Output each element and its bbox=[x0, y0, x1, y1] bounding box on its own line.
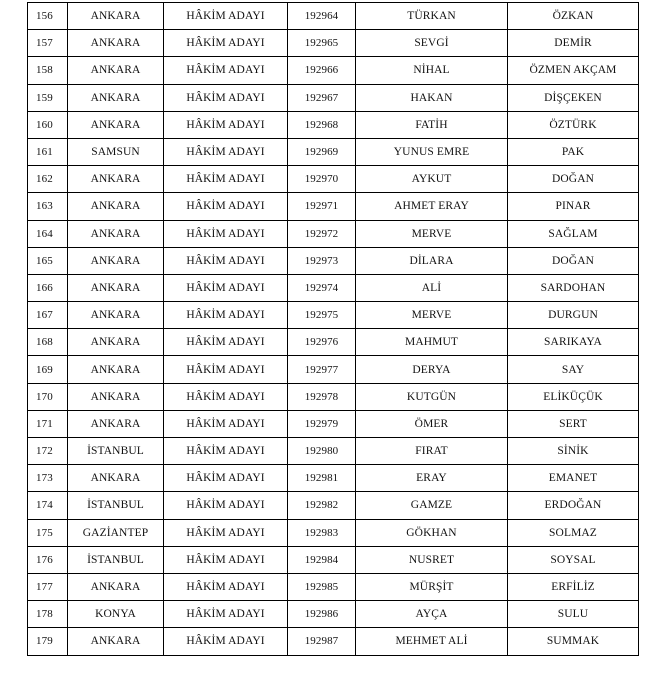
registration-number-cell: 192970 bbox=[288, 166, 356, 193]
title-cell: HÂKİM ADAYI bbox=[164, 383, 288, 410]
registration-number-cell: 192978 bbox=[288, 383, 356, 410]
first-name-cell: AYKUT bbox=[356, 166, 508, 193]
city-cell: ANKARA bbox=[68, 274, 164, 301]
surname-cell: DİŞÇEKEN bbox=[508, 84, 639, 111]
surname-cell: DEMİR bbox=[508, 30, 639, 57]
surname-cell: SULU bbox=[508, 601, 639, 628]
table-row bbox=[28, 329, 639, 356]
surname-cell: SAĞLAM bbox=[508, 220, 639, 247]
city-cell: SAMSUN bbox=[68, 138, 164, 165]
registration-number-cell: 192969 bbox=[288, 138, 356, 165]
first-name-cell: TÜRKAN bbox=[356, 3, 508, 30]
title-cell: HÂKİM ADAYI bbox=[164, 193, 288, 220]
title-cell: HÂKİM ADAYI bbox=[164, 138, 288, 165]
city-cell: ANKARA bbox=[68, 84, 164, 111]
city-cell: ANKARA bbox=[68, 30, 164, 57]
first-name-cell: HAKAN bbox=[356, 84, 508, 111]
table-row bbox=[28, 383, 639, 410]
registration-number-cell: 192983 bbox=[288, 519, 356, 546]
title-cell: HÂKİM ADAYI bbox=[164, 30, 288, 57]
title-cell: HÂKİM ADAYI bbox=[164, 302, 288, 329]
surname-cell: SOYSAL bbox=[508, 546, 639, 573]
table-row bbox=[28, 3, 639, 30]
registration-number-cell: 192985 bbox=[288, 573, 356, 600]
surname-cell: ELİKÜÇÜK bbox=[508, 383, 639, 410]
surname-cell: SAY bbox=[508, 356, 639, 383]
title-cell: HÂKİM ADAYI bbox=[164, 573, 288, 600]
first-name-cell: MAHMUT bbox=[356, 329, 508, 356]
row-number-cell: 164 bbox=[28, 220, 68, 247]
title-cell: HÂKİM ADAYI bbox=[164, 438, 288, 465]
registration-number-cell: 192977 bbox=[288, 356, 356, 383]
surname-cell: SUMMAK bbox=[508, 628, 639, 655]
registration-number-cell: 192975 bbox=[288, 302, 356, 329]
title-cell: HÂKİM ADAYI bbox=[164, 356, 288, 383]
title-cell: HÂKİM ADAYI bbox=[164, 274, 288, 301]
row-number-cell: 177 bbox=[28, 573, 68, 600]
row-number-cell: 179 bbox=[28, 628, 68, 655]
city-cell: ANKARA bbox=[68, 573, 164, 600]
table-row bbox=[28, 302, 639, 329]
table-row bbox=[28, 546, 639, 573]
city-cell: İSTANBUL bbox=[68, 492, 164, 519]
registration-number-cell: 192972 bbox=[288, 220, 356, 247]
registration-number-cell: 192971 bbox=[288, 193, 356, 220]
surname-cell: SİNİK bbox=[508, 438, 639, 465]
table-row bbox=[28, 492, 639, 519]
registration-number-cell: 192986 bbox=[288, 601, 356, 628]
registration-number-cell: 192979 bbox=[288, 410, 356, 437]
first-name-cell: DERYA bbox=[356, 356, 508, 383]
table-row bbox=[28, 57, 639, 84]
table-row bbox=[28, 111, 639, 138]
title-cell: HÂKİM ADAYI bbox=[164, 410, 288, 437]
surname-cell: PINAR bbox=[508, 193, 639, 220]
surname-cell: SOLMAZ bbox=[508, 519, 639, 546]
title-cell: HÂKİM ADAYI bbox=[164, 3, 288, 30]
city-cell: ANKARA bbox=[68, 3, 164, 30]
first-name-cell: KUTGÜN bbox=[356, 383, 508, 410]
registration-number-cell: 192987 bbox=[288, 628, 356, 655]
table-row bbox=[28, 573, 639, 600]
surname-cell: PAK bbox=[508, 138, 639, 165]
first-name-cell: YUNUS EMRE bbox=[356, 138, 508, 165]
surname-cell: ÖZTÜRK bbox=[508, 111, 639, 138]
surname-cell: ÖZMEN AKÇAM bbox=[508, 57, 639, 84]
surname-cell: EMANET bbox=[508, 465, 639, 492]
table-row bbox=[28, 601, 639, 628]
surname-cell: SERT bbox=[508, 410, 639, 437]
registration-number-cell: 192974 bbox=[288, 274, 356, 301]
row-number-cell: 167 bbox=[28, 302, 68, 329]
table-row bbox=[28, 519, 639, 546]
table-row bbox=[28, 628, 639, 655]
title-cell: HÂKİM ADAYI bbox=[164, 628, 288, 655]
city-cell: ANKARA bbox=[68, 247, 164, 274]
registration-number-cell: 192968 bbox=[288, 111, 356, 138]
city-cell: ANKARA bbox=[68, 57, 164, 84]
city-cell: ANKARA bbox=[68, 329, 164, 356]
surname-cell: ERDOĞAN bbox=[508, 492, 639, 519]
registration-number-cell: 192973 bbox=[288, 247, 356, 274]
city-cell: ANKARA bbox=[68, 383, 164, 410]
table-row bbox=[28, 220, 639, 247]
first-name-cell: ALİ bbox=[356, 274, 508, 301]
table-row bbox=[28, 274, 639, 301]
table-row bbox=[28, 138, 639, 165]
row-number-cell: 165 bbox=[28, 247, 68, 274]
candidate-list-body bbox=[28, 3, 639, 656]
city-cell: ANKARA bbox=[68, 410, 164, 437]
first-name-cell: SEVGİ bbox=[356, 30, 508, 57]
title-cell: HÂKİM ADAYI bbox=[164, 247, 288, 274]
city-cell: ANKARA bbox=[68, 628, 164, 655]
first-name-cell: MÜRŞİT bbox=[356, 573, 508, 600]
title-cell: HÂKİM ADAYI bbox=[164, 84, 288, 111]
first-name-cell: AYÇA bbox=[356, 601, 508, 628]
surname-cell: SARDOHAN bbox=[508, 274, 639, 301]
first-name-cell: NİHAL bbox=[356, 57, 508, 84]
row-number-cell: 159 bbox=[28, 84, 68, 111]
registration-number-cell: 192966 bbox=[288, 57, 356, 84]
surname-cell: DOĞAN bbox=[508, 166, 639, 193]
row-number-cell: 162 bbox=[28, 166, 68, 193]
title-cell: HÂKİM ADAYI bbox=[164, 492, 288, 519]
surname-cell: SARIKAYA bbox=[508, 329, 639, 356]
row-number-cell: 172 bbox=[28, 438, 68, 465]
city-cell: KONYA bbox=[68, 601, 164, 628]
first-name-cell: MERVE bbox=[356, 302, 508, 329]
registration-number-cell: 192964 bbox=[288, 3, 356, 30]
first-name-cell: FATİH bbox=[356, 111, 508, 138]
registration-number-cell: 192982 bbox=[288, 492, 356, 519]
row-number-cell: 157 bbox=[28, 30, 68, 57]
row-number-cell: 175 bbox=[28, 519, 68, 546]
first-name-cell: GÖKHAN bbox=[356, 519, 508, 546]
registration-number-cell: 192965 bbox=[288, 30, 356, 57]
city-cell: İSTANBUL bbox=[68, 438, 164, 465]
city-cell: ANKARA bbox=[68, 302, 164, 329]
surname-cell: ÖZKAN bbox=[508, 3, 639, 30]
first-name-cell: GAMZE bbox=[356, 492, 508, 519]
table-row bbox=[28, 84, 639, 111]
table-row bbox=[28, 30, 639, 57]
first-name-cell: ÖMER bbox=[356, 410, 508, 437]
registration-number-cell: 192984 bbox=[288, 546, 356, 573]
first-name-cell: DİLARA bbox=[356, 247, 508, 274]
title-cell: HÂKİM ADAYI bbox=[164, 601, 288, 628]
first-name-cell: NUSRET bbox=[356, 546, 508, 573]
registration-number-cell: 192967 bbox=[288, 84, 356, 111]
title-cell: HÂKİM ADAYI bbox=[164, 465, 288, 492]
city-cell: ANKARA bbox=[68, 465, 164, 492]
surname-cell: DURGUN bbox=[508, 302, 639, 329]
row-number-cell: 170 bbox=[28, 383, 68, 410]
table-row bbox=[28, 356, 639, 383]
city-cell: İSTANBUL bbox=[68, 546, 164, 573]
table-row bbox=[28, 410, 639, 437]
registration-number-cell: 192980 bbox=[288, 438, 356, 465]
row-number-cell: 160 bbox=[28, 111, 68, 138]
row-number-cell: 174 bbox=[28, 492, 68, 519]
city-cell: GAZİANTEP bbox=[68, 519, 164, 546]
row-number-cell: 158 bbox=[28, 57, 68, 84]
row-number-cell: 173 bbox=[28, 465, 68, 492]
title-cell: HÂKİM ADAYI bbox=[164, 329, 288, 356]
first-name-cell: MERVE bbox=[356, 220, 508, 247]
title-cell: HÂKİM ADAYI bbox=[164, 519, 288, 546]
row-number-cell: 178 bbox=[28, 601, 68, 628]
title-cell: HÂKİM ADAYI bbox=[164, 546, 288, 573]
row-number-cell: 161 bbox=[28, 138, 68, 165]
first-name-cell: FIRAT bbox=[356, 438, 508, 465]
title-cell: HÂKİM ADAYI bbox=[164, 220, 288, 247]
first-name-cell: AHMET ERAY bbox=[356, 193, 508, 220]
city-cell: ANKARA bbox=[68, 111, 164, 138]
row-number-cell: 156 bbox=[28, 3, 68, 30]
row-number-cell: 169 bbox=[28, 356, 68, 383]
registration-number-cell: 192981 bbox=[288, 465, 356, 492]
city-cell: ANKARA bbox=[68, 193, 164, 220]
city-cell: ANKARA bbox=[68, 356, 164, 383]
row-number-cell: 163 bbox=[28, 193, 68, 220]
candidate-list-table bbox=[27, 2, 639, 656]
row-number-cell: 168 bbox=[28, 329, 68, 356]
surname-cell: DOĞAN bbox=[508, 247, 639, 274]
first-name-cell: ERAY bbox=[356, 465, 508, 492]
row-number-cell: 171 bbox=[28, 410, 68, 437]
title-cell: HÂKİM ADAYI bbox=[164, 166, 288, 193]
city-cell: ANKARA bbox=[68, 220, 164, 247]
table-row bbox=[28, 438, 639, 465]
row-number-cell: 176 bbox=[28, 546, 68, 573]
table-row bbox=[28, 247, 639, 274]
table-row bbox=[28, 465, 639, 492]
first-name-cell: MEHMET ALİ bbox=[356, 628, 508, 655]
table-row bbox=[28, 166, 639, 193]
row-number-cell: 166 bbox=[28, 274, 68, 301]
registration-number-cell: 192976 bbox=[288, 329, 356, 356]
city-cell: ANKARA bbox=[68, 166, 164, 193]
surname-cell: ERFİLİZ bbox=[508, 573, 639, 600]
title-cell: HÂKİM ADAYI bbox=[164, 57, 288, 84]
table-row bbox=[28, 193, 639, 220]
title-cell: HÂKİM ADAYI bbox=[164, 111, 288, 138]
